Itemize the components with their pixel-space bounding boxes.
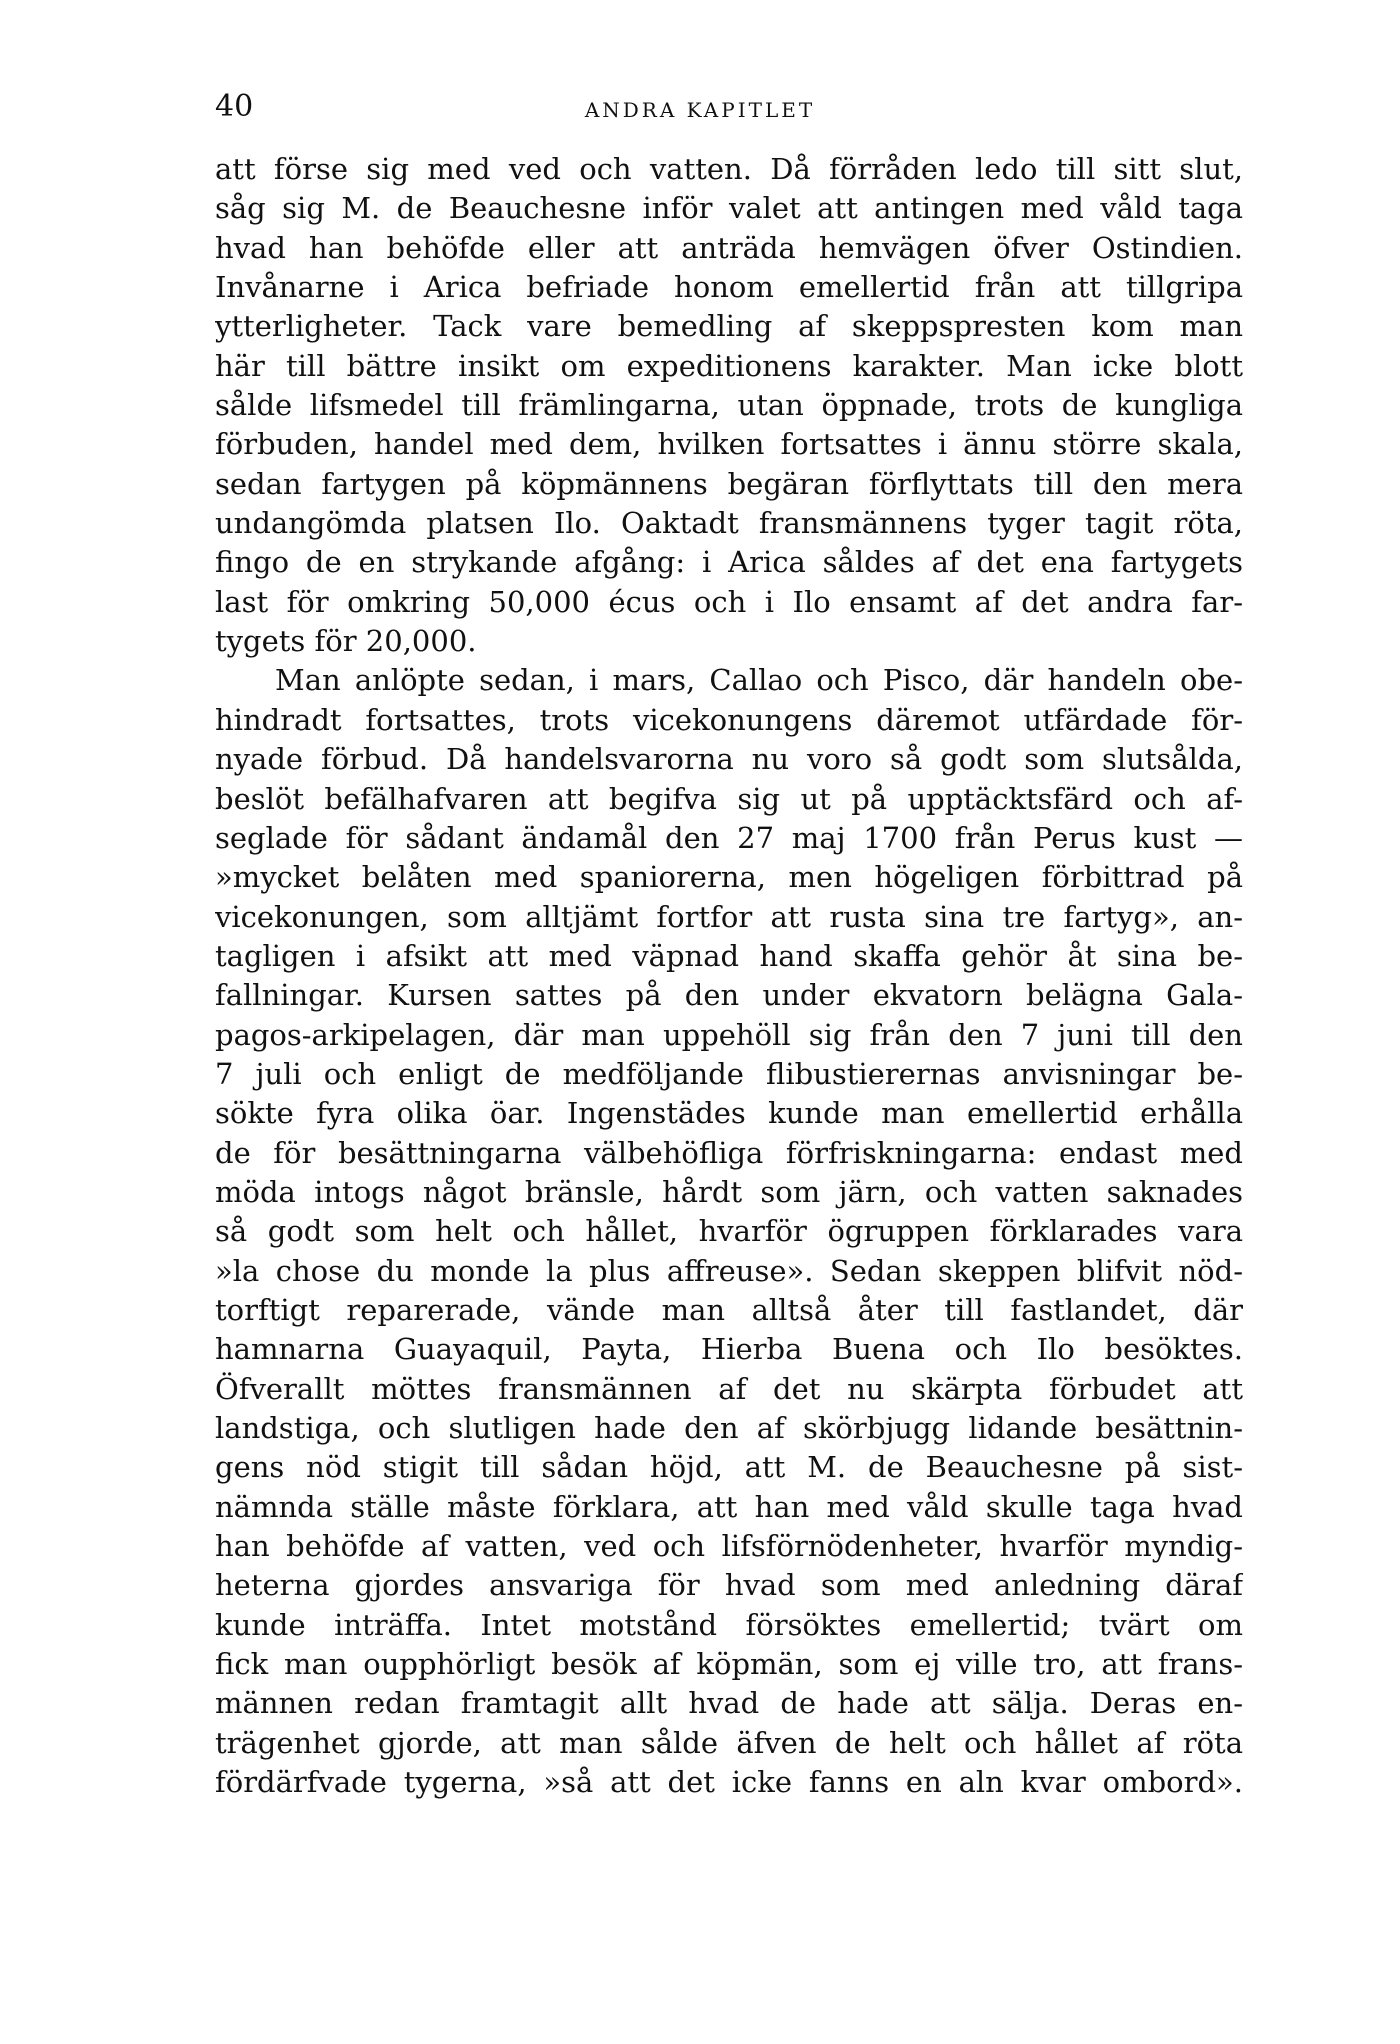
text-line: att förse sig med ved och vatten. Då förråden ledo till sitt slut, <box>215 152 1243 186</box>
text-line: vicekonungen, som alltjämt fortfor att rusta sina tre fartyg», an- <box>215 899 1243 934</box>
text-line: seglade för sådant ändamål den 27 maj 1700 från Perus kust — <box>215 820 1243 855</box>
text-line: Öfverallt möttes fransmännen af det nu skärpta förbudet att <box>215 1371 1243 1406</box>
text-line: »la chose du monde la plus affreuse». Sedan skeppen blifvit nöd- <box>215 1253 1243 1288</box>
text-line: beslöt befälhafvaren att begifva sig ut på upptäcktsfärd och af- <box>215 781 1243 816</box>
text-line: hindradt fortsattes, trots vicekonungens däremot utfärdade för- <box>215 702 1243 737</box>
text-line: trägenhet gjorde, att man sålde äfven de helt och hållet af röta <box>215 1725 1243 1760</box>
text-line: ytterligheter. Tack vare bemedling af skeppspresten kom man <box>215 309 1243 344</box>
body-text <box>215 150 1243 1802</box>
text-line: gens nöd stigit till sådan höjd, att M. de Beauchesne på sist- <box>215 1450 1243 1485</box>
text-line: Invånarne i Arica befriade honom emellertid från att tillgripa <box>215 270 1243 305</box>
text-line: »mycket belåten med spaniorerna, men högeligen förbittrad på <box>215 860 1243 895</box>
text-line: sedan fartygen på köpmännens begäran förflyttats till den mera <box>215 466 1243 501</box>
text-line: hamnarna Guayaquil, Payta, Hierba Buena och Ilo besöktes. <box>215 1332 1243 1367</box>
text-line: pagos-arkipelagen, där man uppehöll sig från den 7 juni till den <box>215 1017 1243 1052</box>
page-number: 40 <box>215 89 254 124</box>
text-line: han behöfde af vatten, ved och lifsförnödenheter, hvarför myndig- <box>215 1529 1243 1564</box>
text-line: förbuden, handel med dem, hvilken fortsattes i ännu större skala, <box>215 427 1243 462</box>
text-line: här till bättre insikt om expeditionens karakter. Man icke blott <box>215 348 1243 383</box>
paragraph-end-line: tygets för 20,000. <box>215 624 477 659</box>
text-line: kunde inträffa. Intet motstånd försöktes emellertid; tvärt om <box>215 1607 1243 1642</box>
text-line: hvad han behöfde eller att anträda hemvägen öfver Ostindien. <box>215 230 1243 265</box>
text-line: möda intogs något bränsle, hårdt som järn, och vatten saknades <box>215 1174 1243 1209</box>
text-line: landstiga, och slutligen hade den af skörbjugg lidande besättnin- <box>215 1411 1243 1445</box>
text-line: sålde lifsmedel till främlingarna, utan öppnade, trots de kungliga <box>215 388 1243 423</box>
text-line: sökte fyra olika öar. Ingenstädes kunde man emellertid erhålla <box>215 1096 1243 1131</box>
text-line: tagligen i afsikt att med väpnad hand skaffa gehör åt sina be- <box>215 938 1243 973</box>
text-line: heterna gjordes ansvariga för hvad som med anledning däraf <box>215 1568 1243 1603</box>
text-line: nämnda ställe måste förklara, att han med våld skulle taga hvad <box>215 1489 1243 1524</box>
text-line: fördärfvade tygerna, »så att det icke fanns en aln kvar ombord». <box>215 1765 1243 1800</box>
text-line: de för besättningarna välbehöfliga förfriskningarna: endast med <box>215 1135 1243 1170</box>
text-line: männen redan framtagit allt hvad de hade att sälja. Deras en- <box>215 1686 1243 1721</box>
text-line: 7 juli och enligt de medföljande flibustierernas anvisningar be- <box>215 1056 1243 1091</box>
running-head: ANDRA KAPITLET <box>584 98 816 122</box>
text-line: fallningar. Kursen sattes på den under ekvatorn belägna Gala- <box>215 978 1243 1013</box>
text-line: såg sig M. de Beauchesne inför valet att antingen med våld taga <box>215 191 1243 226</box>
text-line: torftigt reparerade, vände man alltså åter till fastlandet, där <box>215 1292 1243 1327</box>
text-line: så godt som helt och hållet, hvarför ögruppen förklarades vara <box>215 1214 1243 1249</box>
paragraph-start-line: Man anlöpte sedan, i mars, Callao och Pisco, där handeln obe- <box>275 663 1243 698</box>
text-line: nyade förbud. Då handelsvarorna nu voro så godt som slutsålda, <box>215 742 1243 777</box>
text-line: fingo de en strykande afgång: i Arica såldes af det ena fartygets <box>215 545 1243 580</box>
text-line: last för omkring 50,000 écus och i Ilo ensamt af det andra far- <box>215 584 1243 619</box>
text-line: fick man oupphörligt besök af köpmän, som ej ville tro, att frans- <box>215 1647 1243 1682</box>
text-line: undangömda platsen Ilo. Oaktadt fransmännens tyger tagit röta, <box>215 506 1243 541</box>
